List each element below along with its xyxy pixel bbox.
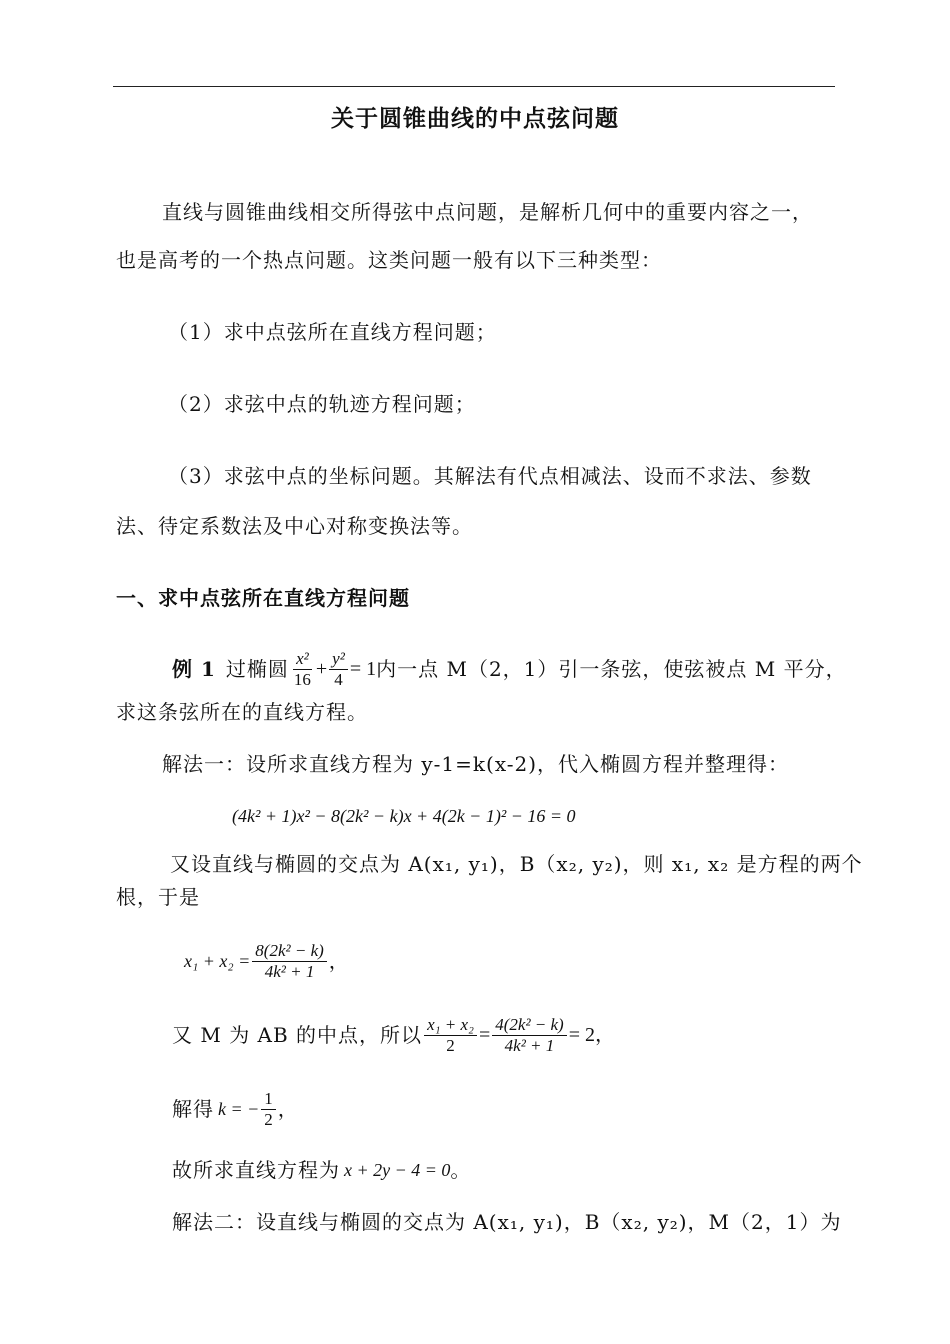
page-title: 关于圆锥曲线的中点弦问题 [331,105,619,132]
solution-2-intro: 解法二：设直线与椭圆的交点为 A(x₁, y₁)，B（x₂, y₂)，M（2，1）为 [172,1210,842,1234]
k-value-fraction: $\frac{1}{2}$ [261,1089,276,1130]
example-post: 内一点 M（2，1）引一条弦，使弦被点 M 平分， [376,657,847,681]
section-heading-1: 一、求中点弦所在直线方程问题 [116,586,410,610]
result-line: 故所求直线方程为 x + 2y − 4 = 0 。 [172,1158,472,1182]
header-rule [113,86,835,87]
type-item-3: （3）求弦中点的坐标问题。其解法有代点相减法、设而不求法、参数 [168,464,812,488]
solve-k-formula: 解得 k = − $\frac{1}{2}$ ， [172,1088,299,1129]
type-item-3-cont: 法、待定系数法及中心对称变换法等。 [116,514,473,538]
example-1-line-1: 例 1 过椭圆 $\frac{\text{x²}}{16}$ + $\frac{\text{y²}}{4}$ = 1 内一点 M（2，1）引一条弦，使弦被点 M 平分， [172,648,847,689]
type-item-2: （2）求弦中点的轨迹方程问题； [168,392,476,416]
midpoint-formula: 又 M 为 AB 的中点，所以 $\frac{\text{x₁ + x₂}}{2}$ = $\frac{\text{4(2k² − k)}}{\text{4k² + 1}}$ = 2， [172,1014,615,1055]
example-1-line-2: 求这条弦所在的直线方程。 [116,700,368,724]
ellipse-fraction-y: $\frac{\text{y²}}{4}$ [329,649,348,690]
type-item-1: （1）求中点弦所在直线方程问题； [168,320,497,344]
intro-line-1: 直线与圆锥曲线相交所得弦中点问题，是解析几何中的重要内容之一， [162,200,813,224]
solution-1-line-a: 又设直线与椭圆的交点为 A(x₁, y₁)，B（x₂, y₂)，则 x₁, x₂ 是方程的两个 [170,852,863,876]
solution-1-line-b: 根，于是 [116,885,200,909]
intro-line-2: 也是高考的一个热点问题。这类问题一般有以下三种类型： [116,248,662,272]
midpoint-fraction-1: $\frac{\text{x₁ + x₂}}{2}$ [424,1015,477,1056]
solution-1-intro: 解法一：设所求直线方程为 y-1=k(x-2)，代入椭圆方程并整理得： [162,752,790,776]
example-pre: 过椭圆 [225,657,289,681]
ellipse-equals-one: = 1 [349,658,377,680]
root-sum-fraction: $\frac{\text{8(2k² − k)}}{\text{4k² + 1}}$ [252,941,326,982]
ellipse-fraction-x: $\frac{\text{x²}}{16}$ [293,648,311,689]
root-sum-formula: x₁ + x₂ = $\frac{\text{8(2k² − k)}}{\text{4k² + 1}}$ ， [184,940,350,981]
result-equation: x + 2y − 4 = 0 [344,1160,451,1180]
example-label: 例 1 [172,657,216,681]
quadratic-equation: (4k² + 1)x² − 8(2k² − k)x + 4(2k − 1)² − 16 = 0 [232,806,576,826]
midpoint-fraction-2: $\frac{\text{4(2k² − k)}}{\text{4k² + 1}}$ [492,1015,566,1056]
